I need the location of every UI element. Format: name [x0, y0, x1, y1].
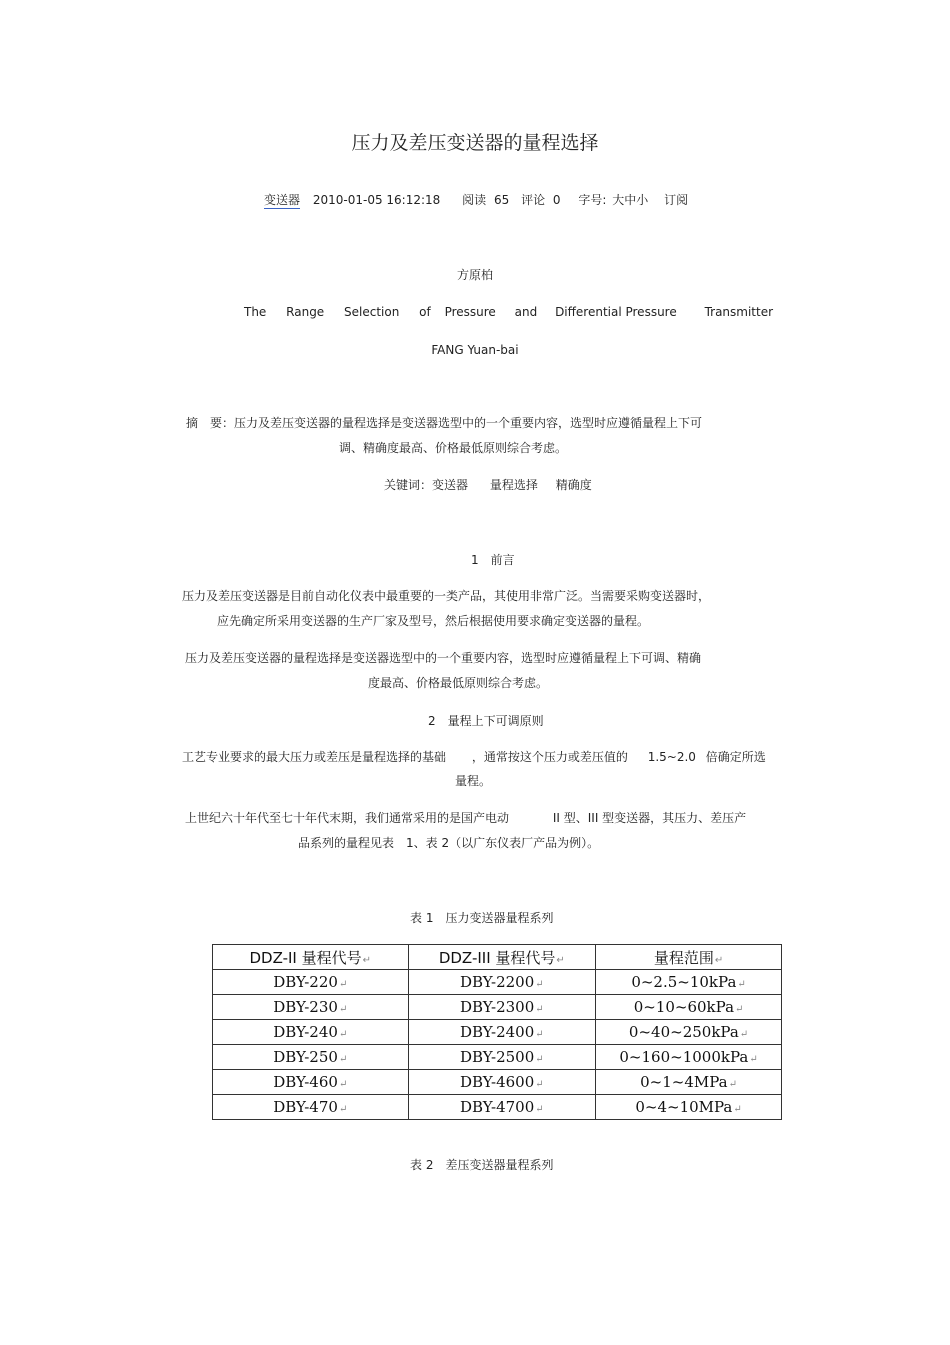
- table-cell: 0~1~4MPa↵: [596, 1070, 782, 1095]
- table-cell: DBY-2500↵: [408, 1045, 596, 1070]
- table-cell: 0~2.5~10kPa↵: [596, 970, 782, 995]
- text-run: 倍确定所选: [705, 750, 766, 764]
- table-cell: DBY-2300↵: [408, 995, 596, 1020]
- table-row: [213, 1045, 782, 1070]
- section-heading: 1 前言: [471, 553, 515, 567]
- english-title-word: and: [514, 305, 538, 319]
- table-row: [213, 995, 782, 1020]
- table-caption: 表 1 压力变送器量程系列: [410, 911, 554, 925]
- english-title-word: of: [419, 305, 431, 319]
- table-header-cell: 量程范围↵: [596, 945, 782, 970]
- english-title-word: Range: [286, 305, 325, 319]
- table-cell: DBY-220↵: [213, 970, 409, 995]
- paragraph-line: 压力及差压变送器的量程选择是变送器选型中的一个重要内容，选型时应遵循量程上下可调、精确: [185, 651, 702, 665]
- english-title-word: Pressure: [444, 305, 496, 319]
- paragraph-line: [185, 809, 746, 826]
- paragraph-line: 量程。: [455, 774, 492, 788]
- table-cell: 0~160~1000kPa↵: [596, 1045, 782, 1070]
- table-cell: DBY-230↵: [213, 995, 409, 1020]
- keywords-label: 关键词：变送器: [384, 478, 469, 492]
- comment-label[interactable]: 评论: [521, 193, 546, 207]
- category-tag-link[interactable]: 变送器: [264, 193, 301, 207]
- abstract-line-1: 摘 要：压力及差压变送器的量程选择是变送器选型中的一个重要内容，选型时应遵循量程上下可: [186, 416, 703, 430]
- paragraph-line: 压力及差压变送器是目前自动化仪表中最重要的一类产品，其使用非常广泛。当需要采购变送器时，: [182, 589, 711, 603]
- range-table: [212, 944, 782, 1120]
- english-title: [244, 305, 773, 319]
- table-row: [213, 1020, 782, 1045]
- subscribe-link[interactable]: 订阅: [664, 193, 689, 207]
- paragraph-line: [182, 748, 766, 765]
- text-run: 1.5~2.0: [647, 750, 696, 764]
- abstract-line-2: 调、精确度最高、价格最低原则综合考虑。: [339, 441, 568, 455]
- post-datetime: 2010-01-05 16:12:18: [312, 193, 441, 207]
- author-cn: 方原柏: [456, 268, 493, 282]
- font-size-label: 字号:: [578, 193, 607, 207]
- table-cell: 0~4~10MPa↵: [596, 1095, 782, 1120]
- table-cell: DBY-4700↵: [408, 1095, 596, 1120]
- table-header-cell: DDZ-III 量程代号↵: [408, 945, 596, 970]
- page-title: 压力及差压变送器的量程选择: [351, 132, 599, 154]
- table-cell: DBY-470↵: [213, 1095, 409, 1120]
- paragraph-line: 品系列的量程见表 1、表 2（以广东仪表厂产品为例）。: [298, 836, 600, 850]
- table-header-row: [213, 945, 782, 970]
- table-caption: 表 2 差压变送器量程系列: [410, 1158, 554, 1172]
- text-run: 工艺专业要求的最大压力或差压是量程选择的基础: [182, 750, 447, 764]
- english-title-word: Differential Pressure: [555, 305, 677, 319]
- table-cell: DBY-250↵: [213, 1045, 409, 1070]
- author-en: FANG Yuan-bai: [431, 343, 519, 357]
- english-title-word: Transmitter: [704, 305, 774, 319]
- table-cell: DBY-460↵: [213, 1070, 409, 1095]
- text-run: 上世纪六十年代至七十年代末期，我们通常采用的是国产电动: [185, 811, 510, 825]
- read-label: 阅读: [462, 193, 487, 207]
- comment-count: 0: [552, 193, 561, 207]
- table-cell: 0~40~250kPa↵: [596, 1020, 782, 1045]
- table-cell: 0~10~60kPa↵: [596, 995, 782, 1020]
- table-cell: DBY-2200↵: [408, 970, 596, 995]
- paragraph-line: 度最高、价格最低原则综合考虑。: [368, 676, 549, 690]
- read-count: 65: [493, 193, 510, 207]
- section-heading: 2 量程上下可调原则: [428, 714, 544, 728]
- font-size-options[interactable]: 大中小: [612, 193, 649, 207]
- english-title-word: Selection: [344, 305, 400, 319]
- keyword: 精确度: [555, 478, 592, 492]
- table-cell: DBY-4600↵: [408, 1070, 596, 1095]
- table-header-cell: DDZ-II 量程代号↵: [213, 945, 409, 970]
- table-cell: DBY-240↵: [213, 1020, 409, 1045]
- table-row: [213, 1070, 782, 1095]
- table-cell: DBY-2400↵: [408, 1020, 596, 1045]
- keywords: [384, 476, 592, 493]
- english-title-word: The: [244, 305, 267, 319]
- table-row: [213, 1095, 782, 1120]
- table-row: [213, 970, 782, 995]
- paragraph-line: 应先确定所采用变送器的生产厂家及型号，然后根据使用要求确定变送器的量程。: [217, 614, 650, 628]
- article-meta: [264, 191, 688, 208]
- text-run: ，通常按这个压力或差压值的: [471, 750, 628, 764]
- text-run: II 型、III 型变送器，其压力、差压产: [552, 811, 747, 825]
- keyword: 量程选择: [489, 478, 538, 492]
